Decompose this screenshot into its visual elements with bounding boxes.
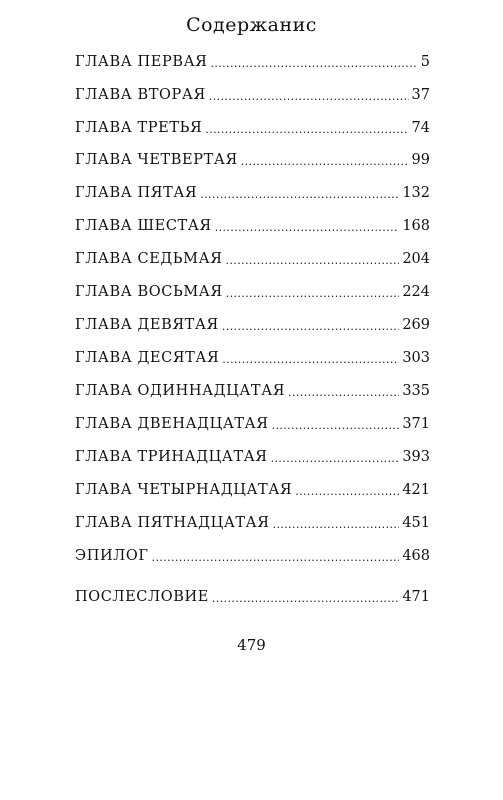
toc-entry xyxy=(75,414,430,434)
dot-leader xyxy=(222,352,399,368)
toc-entry-page: 5 xyxy=(420,54,430,70)
toc-entry xyxy=(75,480,430,500)
toc-entry-label: ГЛАВА ТРЕТЬЯ xyxy=(75,120,203,136)
dot-leader xyxy=(226,253,400,269)
toc-entry-label: ГЛАВА ЧЕТВЕРТАЯ xyxy=(75,152,238,168)
toc-entry xyxy=(75,315,430,335)
toc-entry-label: ЭПИЛОГ xyxy=(75,548,149,564)
toc-entry-page: 99 xyxy=(411,152,430,168)
toc-entry-label: ГЛАВА ПЕРВАЯ xyxy=(75,54,208,70)
dot-leader xyxy=(272,418,400,434)
page-number: 479 xyxy=(237,636,266,654)
toc-entry-page: 468 xyxy=(402,548,430,564)
toc-entry-label: ГЛАВА ВОСЬМАЯ xyxy=(75,284,223,300)
toc-entry-page: 37 xyxy=(411,87,430,103)
dot-leader xyxy=(226,286,400,302)
dot-leader xyxy=(295,484,399,500)
toc-entry-label: ГЛАВА ДЕВЯТАЯ xyxy=(75,317,219,333)
dot-leader xyxy=(288,385,399,401)
toc-entry xyxy=(75,348,430,368)
toc-entry xyxy=(75,282,430,302)
toc-entry xyxy=(75,150,430,170)
toc-entry-label: ГЛАВА СЕДЬМАЯ xyxy=(75,251,223,267)
toc-entry-label: ГЛАВА ТРИНАДЦАТАЯ xyxy=(75,449,268,465)
toc-entry-label: ГЛАВА ДЕСЯТАЯ xyxy=(75,350,220,366)
toc-entry xyxy=(75,216,430,236)
dot-leader xyxy=(222,319,399,335)
page-title: Содержанис xyxy=(186,14,317,36)
toc-entry-page: 335 xyxy=(402,383,430,399)
toc-entry-page: 224 xyxy=(402,284,430,300)
dot-leader xyxy=(241,154,409,170)
dot-leader xyxy=(209,89,409,105)
toc-entry xyxy=(75,447,430,467)
toc-entry xyxy=(75,513,430,533)
toc-entry xyxy=(75,52,430,72)
toc-entry xyxy=(75,546,430,566)
dot-leader xyxy=(212,591,399,607)
toc-entry-label: ГЛАВА ШЕСТАЯ xyxy=(75,218,212,234)
toc-entry-label: ГЛАВА ПЯТНАДЦАТАЯ xyxy=(75,515,270,531)
toc-entry xyxy=(75,183,430,203)
toc-entry-page: 132 xyxy=(402,185,430,201)
dot-leader xyxy=(205,122,408,138)
toc-entry-page: 303 xyxy=(402,350,430,366)
toc-entry-page: 451 xyxy=(402,515,430,531)
dot-leader xyxy=(200,187,399,203)
toc-entry xyxy=(75,85,430,105)
toc-entry-label: ГЛАВА ДВЕНАДЦАТАЯ xyxy=(75,416,269,432)
toc-entry-page: 471 xyxy=(402,589,430,605)
toc-entry-label: ГЛАВА ПЯТАЯ xyxy=(75,185,198,201)
toc-entry-page: 269 xyxy=(402,317,430,333)
toc-entry xyxy=(75,381,430,401)
toc-entry-page: 204 xyxy=(402,251,430,267)
dot-leader xyxy=(215,220,400,236)
dot-leader xyxy=(271,451,400,467)
toc-entry xyxy=(75,118,430,138)
toc-entry-label: ГЛАВА ВТОРАЯ xyxy=(75,87,206,103)
toc-entry-page: 74 xyxy=(411,120,430,136)
dot-leader xyxy=(273,517,400,533)
toc-entry-page: 393 xyxy=(402,449,430,465)
toc-entry xyxy=(75,587,430,607)
toc-entry-page: 421 xyxy=(402,482,430,498)
toc-entry-page: 371 xyxy=(402,416,430,432)
toc-entry-label: ГЛАВА ОДИННАДЦАТАЯ xyxy=(75,383,286,399)
dot-leader xyxy=(152,550,400,566)
dot-leader xyxy=(210,56,417,72)
toc-entry-page: 168 xyxy=(402,218,430,234)
toc-entry-label: ПОСЛЕСЛОВИЕ xyxy=(75,589,209,605)
toc-entry-label: ГЛАВА ЧЕТЫРНАДЦАТАЯ xyxy=(75,482,293,498)
toc-entry xyxy=(75,249,430,269)
